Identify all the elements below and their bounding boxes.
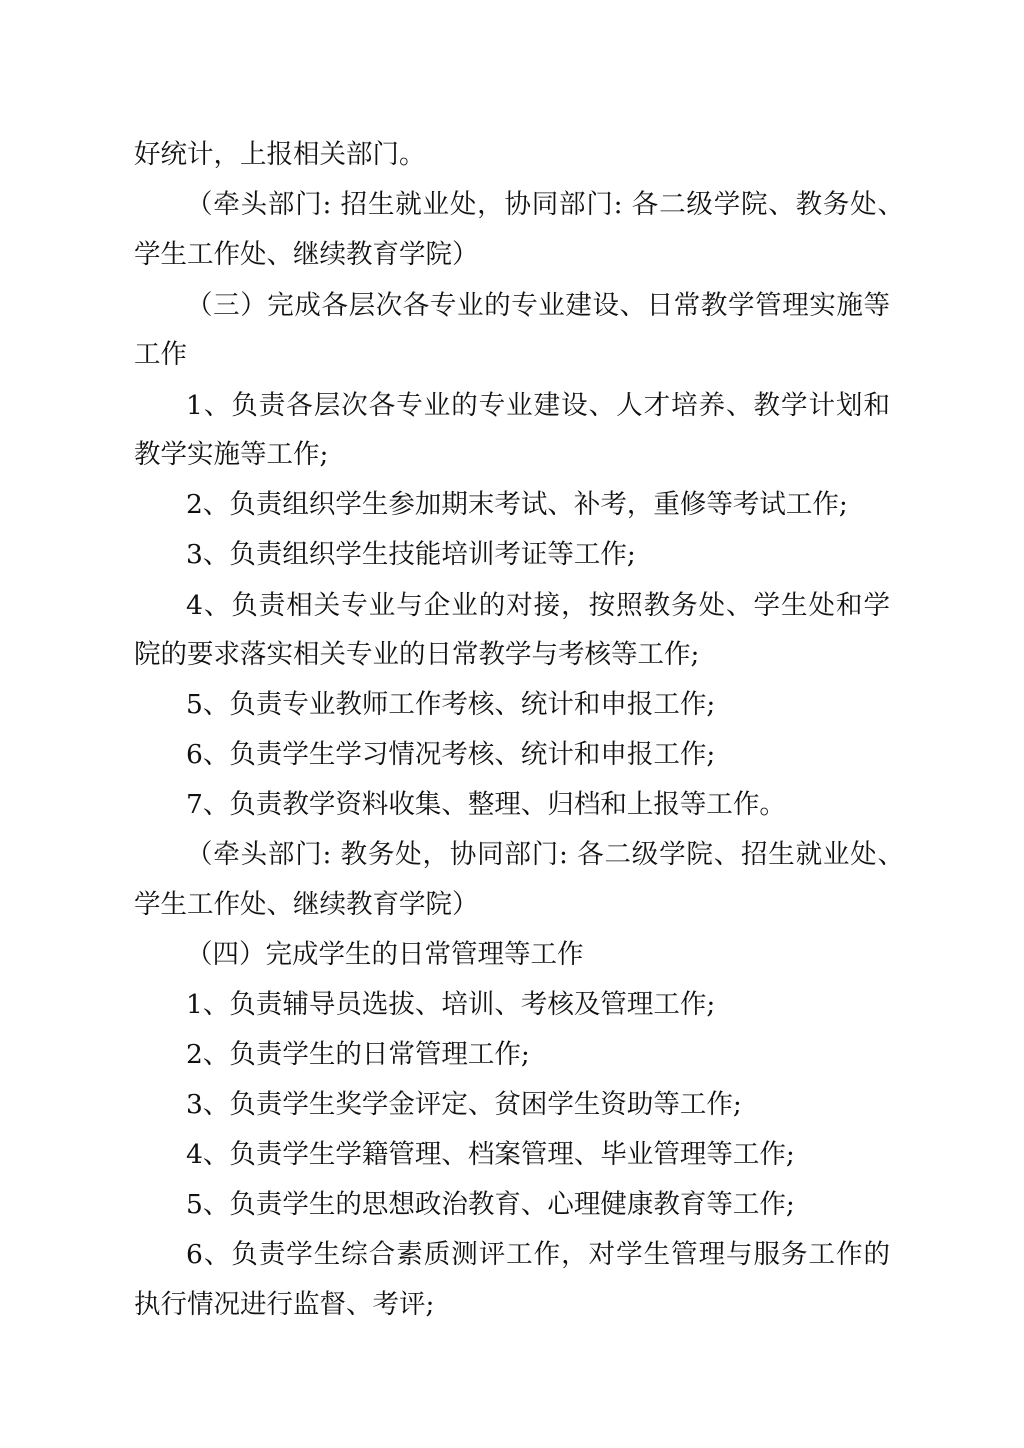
list-item: 3、负责组织学生技能培训考证等工作; [186,539,636,570]
text-line: （牵头部门: 招生就业处，协同部门: 各二级学院、教务处、 [186,189,904,220]
list-item: 6、负责学生学习情况考核、统计和申报工作; [186,739,716,770]
list-item: 4、负责相关专业与企业的对接，按照教务处、学生处和学 [186,590,890,621]
list-item: 5、负责学生的思想政治教育、心理健康教育等工作; [186,1189,795,1220]
text-line: （牵头部门: 教务处，协同部门: 各二级学院、招生就业处、 [186,839,904,870]
list-item: 执行情况进行监督、考评; [134,1289,435,1320]
list-item: 5、负责专业教师工作考核、统计和申报工作; [186,689,716,720]
list-item: 教学实施等工作; [134,439,329,470]
text-line: 好统计，上报相关部门。 [134,139,426,170]
section-heading: 工作 [134,339,187,370]
list-item: 2、负责学生的日常管理工作; [186,1039,530,1070]
list-item: 院的要求落实相关专业的日常教学与考核等工作; [134,639,700,670]
list-item: 2、负责组织学生参加期末考试、补考，重修等考试工作; [186,489,848,520]
list-item: 7、负责教学资料收集、整理、归档和上报等工作。 [186,789,786,820]
list-item: 3、负责学生奖学金评定、贫困学生资助等工作; [186,1089,742,1120]
text-line: 学生工作处、继续教育学院） [134,239,479,270]
list-item: 4、负责学生学籍管理、档案管理、毕业管理等工作; [186,1139,795,1170]
list-item: 6、负责学生综合素质测评工作，对学生管理与服务工作的 [186,1239,890,1270]
list-item: 1、负责各层次各专业的专业建设、人才培养、教学计划和 [186,390,890,421]
section-heading: （三）完成各层次各专业的专业建设、日常教学管理实施等 [186,290,890,321]
text-line: 学生工作处、继续教育学院） [134,889,479,920]
section-heading: （四）完成学生的日常管理等工作 [186,939,584,970]
list-item: 1、负责辅导员选拔、培训、考核及管理工作; [186,989,716,1020]
